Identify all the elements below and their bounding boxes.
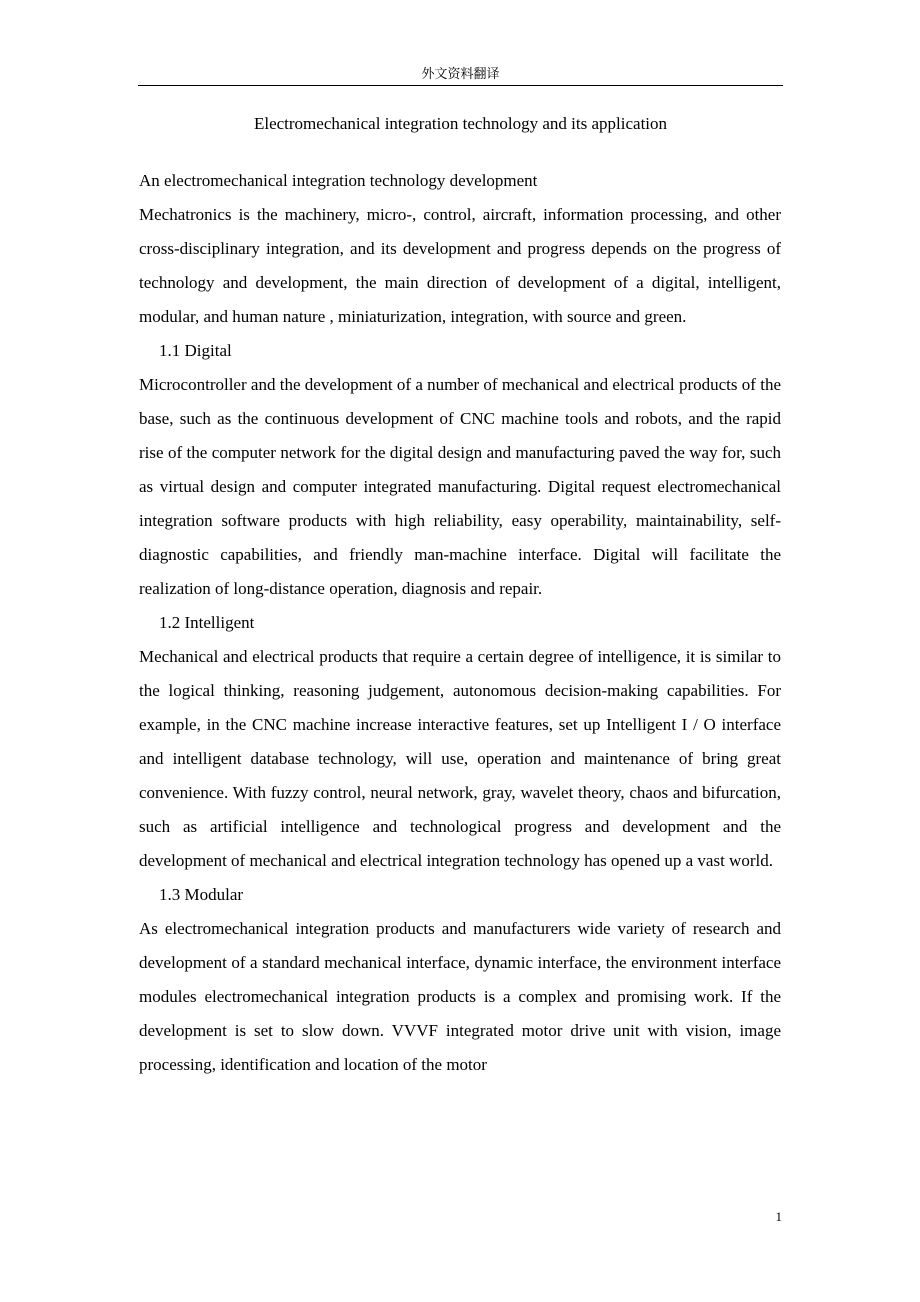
- subsection-heading-modular: 1.3 Modular: [159, 885, 244, 904]
- document-body: [139, 164, 781, 1082]
- subsection-heading-digital: 1.1 Digital: [159, 341, 232, 360]
- page-number: 1: [775, 1209, 782, 1224]
- header-divider: [138, 85, 783, 86]
- paragraph-digital: Microcontroller and the development of a number of mechanical and electrical products of the base, such as the continuous development of CNC machine tools and robots, and the rapid rise of the computer network for the digital design and manufacturing paved the way for, such as virtual design and computer integrated manufacturing. Digital request electromechanical integration software products with high reliability, easy operability, maintainability, self-diagnostic capabilities, and friendly man-machine interface. Digital will facilitate the realization of long-distance operation, diagnosis and repair.: [139, 375, 781, 598]
- page-header: 外文资料翻译: [421, 66, 500, 81]
- subsection-heading-intelligent: 1.2 Intelligent: [159, 613, 255, 632]
- intro-paragraph: Mechatronics is the machinery, micro-, control, aircraft, information processing, and other cross-disciplinary integration, and its development and progress depends on the progress of technology and development, the main direction of development of a digital, intelligent, modular, and human nature , miniaturization, integration, with source and green.: [139, 205, 781, 326]
- document-title: Electromechanical integration technology and its application: [253, 114, 668, 133]
- paragraph-intelligent: Mechanical and electrical products that require a certain degree of intelligence, it is similar to the logical thinking, reasoning judgement, autonomous decision-making capabilities. For example, in the CNC machine increase interactive features, set up Intelligent I / O interface and intelligent database technology, will use, operation and maintenance of bring great convenience. With fuzzy control, neural network, gray, wavelet theory, chaos and bifurcation, such as artificial intelligence and technological progress and development and the development of mechanical and electrical integration technology has opened up a vast world.: [139, 647, 781, 870]
- section-heading: An electromechanical integration technology development: [139, 171, 538, 190]
- paragraph-modular: As electromechanical integration products and manufacturers wide variety of research and development of a standard mechanical interface, dynamic interface, the environment interface modules electromechanical integration products is a complex and promising work. If the development is set to slow down. VVVF integrated motor drive unit with vision, image processing, identification and location of the motor: [139, 919, 781, 1074]
